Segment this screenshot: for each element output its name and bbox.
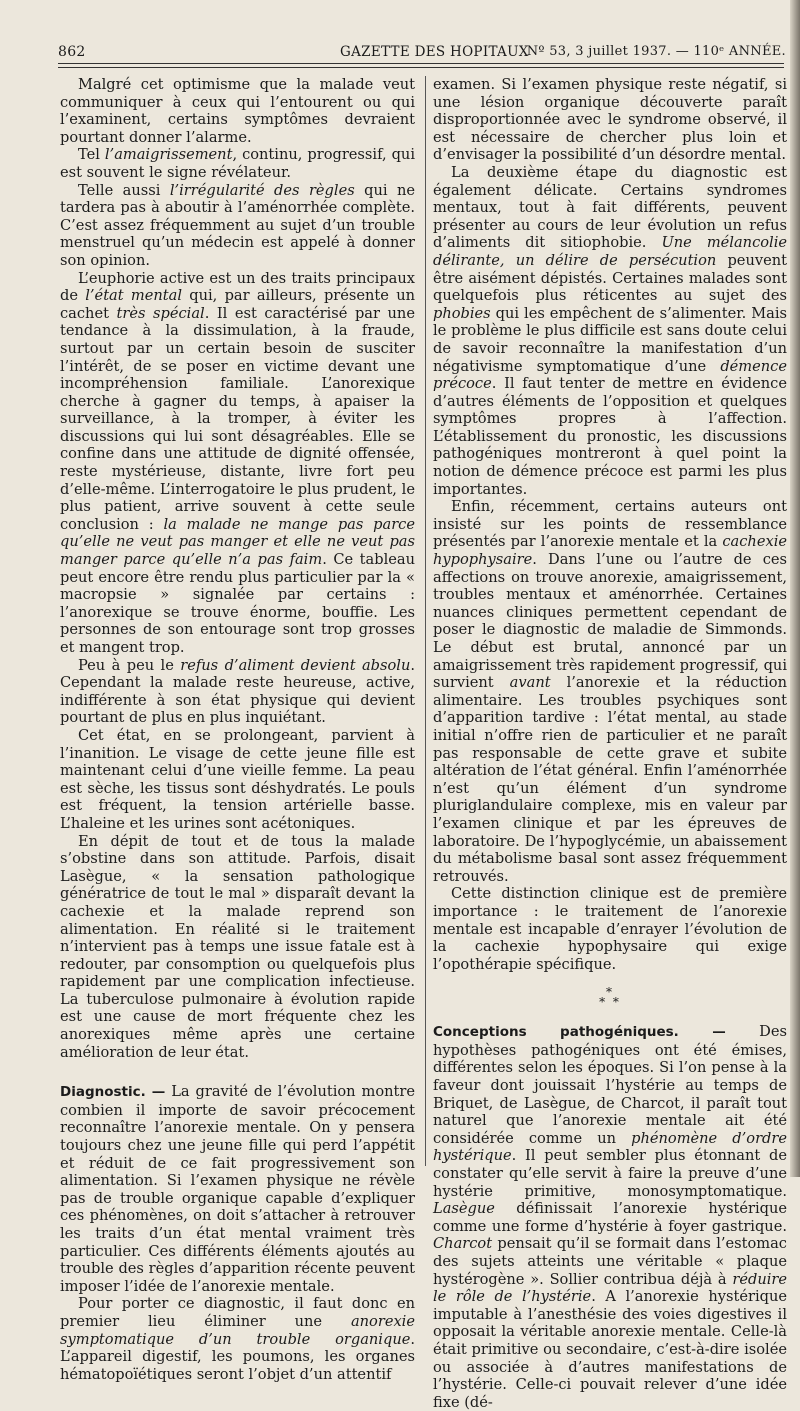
page-edge: [790, 0, 800, 1177]
italic-text: phobies: [433, 304, 491, 322]
section-heading: Conceptions pathogéniques. —: [433, 1024, 760, 1041]
italic-text: l’amaigrissement: [104, 146, 233, 164]
text-run: La deuxième étape du diagnostic est également délicate. Certains syndromes mentaux, tout à fait différents, peuvent présenter au cours de leur évolution un refus d’aliments dit sitiophobie.: [433, 163, 787, 252]
text-run: . Cependant la malade reste heureuse, active, indifférente à son état physique qui devient pourtant de plus en plus inquiétant.: [60, 656, 415, 727]
italic-text: phénomène d’ordre hystérique: [433, 1129, 787, 1165]
text-run: qui, par ailleurs, présente un cachet: [60, 287, 415, 322]
journal-title: GAZETTE DES HOPITAUX: [340, 44, 529, 60]
text-run: Des hypothèses pathogéniques ont été émises, différentes selon les époques. Si l’on pense à la faveur dont jouissait l’hystérie au temps de Briquet, de Lasègue, de Charcot, il paraît tout naturel que l’anorexie mentale ait été considérée comme un: [433, 1023, 787, 1147]
text-run: définissait l’anorexie hystérique comme une forme d’hystérie à foyer gastrique.: [433, 1200, 787, 1235]
text-run: . L’appareil digestif, les poumons, les organes hématopoïétiques seront l’objet d’un attentif: [60, 1330, 415, 1383]
text-run: Peu à peu le: [78, 656, 181, 674]
text-run: . Il est caractérisé par une tendance à la dissimulation, à la fraude, surtout par un certain besoin de susciter l’intérêt, de se poser en victime devant une incompréhension familiale. L’anorexique cherche à gagner du temps, à apaiser la surveillance, à la tromper, à éviter les discussions qui lui sont désagréables. Elle se confine dans une attitude de dignité offensée, reste mystérieuse, distante, livre fort peu d’elle-même. L’interrogatoire le plus prudent, le plus patient, arrive souvent à cette seule conclusion :: [60, 304, 415, 533]
text-run: . Il peut sembler plus étonnant de constater qu’elle servit à faire la preuve d’une hystérie primitive, monosymptomatique.: [433, 1147, 787, 1200]
text-run: , continu, progressif, qui est souvent le signe révélateur.: [60, 146, 415, 181]
text-run: Enfin, récemment, certains auteurs ont insisté sur les points de ressemblance présentés par l’anorexie mentale et la: [433, 498, 787, 551]
text-run: . Dans l’une ou l’autre de ces affections on trouve anorexie, amaigrissement, troubles mentaux et aménorrhée. Certaines nuances cliniques permettent cependant de poser le diagnostic de maladie de Simmonds. Le début est brutal, annoncé par un amaigrissement très rapidement progressif, qui survient: [433, 551, 787, 692]
text-run: . Il faut tenter de mettre en évidence d’autres éléments de l’opposition et quelques symptômes propres à l’affection. L’établissement du pronostic, les discussions pathogéniques montreront à quel point la notion de démence précoce est parmi les plus importantes.: [433, 375, 787, 498]
header-rule-bottom: [58, 67, 784, 68]
italic-text: refus d’aliment devient absolu: [180, 656, 411, 674]
paragraph: [60, 146, 415, 181]
text-run: qui les empêchent de s’alimenter. Mais le problème le plus difficile est sans doute celui de savoir reconnaître la manifestation d’un négativisme symptomatique d’une: [433, 304, 787, 375]
text-run: La gravité de l’évolution montre combien il importe de savoir précocement reconnaître l’anorexie mentale. On y pensera toujours chez une jeune fille qui perd l’appétit et réduit de ce fait progressivement son alimentation. Si l’examen physique ne révèle pas de trouble organique capable d’expliquer ces phénomènes, on doit s’attacher à retrouver les traits d’un état mental vraiment très particulier. Ces différents éléments ajoutés au trouble des règles d’apparition récente peuvent imposer l’idée de l’anorexie mentale.: [60, 1083, 415, 1295]
italic-text: Lasègue: [433, 1200, 495, 1218]
paragraph: [60, 1295, 415, 1383]
paragraph: [433, 76, 787, 164]
section-separator-stars: * * *: [599, 985, 621, 1010]
text-run: L’euphorie active est un des traits principaux de: [60, 269, 415, 305]
right-column: [433, 76, 787, 1411]
paragraph: [433, 1023, 787, 1411]
text-run: Telle aussi: [78, 181, 170, 199]
text-run: l’anorexie et la réduction alimentaire. Les troubles psychiques sont d’apparition tardive : l’état mental, au stade initial n’offre rien de particulier et ne paraît pas responsable de cette grave et subite altération de l’état général. Enfin l’aménorrhée n’est qu’un élément d’un syndrome pluriglandulaire complexe, mis en valeur par l’examen clinique et par les épreuves de laboratoire. De l’hypoglycémie, un abaissement du métabolisme basal sont assez fréquemment retrouvés.: [433, 674, 787, 885]
italic-text: l’irrégularité des règles: [169, 181, 355, 199]
italic-text: très spécial: [116, 304, 205, 322]
paragraph: [60, 76, 415, 146]
italic-text: Une mélancolie délirante, un délire de persécution: [433, 234, 787, 269]
italic-text: démence précoce: [433, 357, 787, 393]
paragraph: [60, 182, 415, 270]
paragraph: [60, 833, 415, 1062]
page-number: 862: [58, 44, 86, 60]
text-run: Pour porter ce diagnostic, il faut donc en premier lieu éliminer une: [60, 1295, 415, 1330]
italic-text: cachexie hypophysaire: [433, 533, 787, 569]
text-run: Cet état, en se prolongeant, parvient à l’inanition. Le visage de cette jeune fille est maintenant celui d’une vieille femme. La peau est sèche, les tissus sont déshydratés. Le pouls est fréquent, la tension artérielle basse. L’haleine et les urines sont acétoniques.: [60, 726, 415, 832]
italic-text: réduire le rôle de l’hystérie: [433, 1270, 787, 1306]
text-run: Tel: [78, 146, 105, 164]
italic-text: Charcot: [433, 1235, 493, 1253]
paragraph: [60, 727, 415, 833]
left-column: [60, 76, 415, 1383]
paragraph: [433, 498, 787, 885]
paragraph: [60, 657, 415, 727]
paragraph: [60, 1083, 415, 1295]
text-run: Cette distinction clinique est de première importance : le traitement de l’anorexie mentale est incapable d’enrayer l’évolution de la cachexie hypophysaire qui exige l’opothérapie spécifique.: [433, 885, 787, 973]
column-divider: [425, 76, 426, 1166]
italic-text: la malade ne mange pas parce qu’elle ne veut pas manger et elle ne veut pas manger parce qu’elle n’a pas faim: [60, 515, 415, 569]
text-run: examen. Si l’examen physique reste négatif, si une lésion organique découverte paraît disproportionnée avec le syndrome observé, il est nécessaire de chercher plus loin et d’envisager la possibilité d’un désordre mental.: [433, 76, 787, 164]
italic-text: l’état mental: [85, 287, 182, 305]
section-heading: Diagnostic. —: [60, 1084, 172, 1101]
paragraph: [433, 885, 787, 973]
paragraph: [60, 270, 415, 657]
paragraph: [433, 164, 787, 498]
issue-info: Nº 53, 3 juillet 1937. — 110ᵉ ANNÉE.: [526, 44, 786, 59]
italic-text: anorexie symptomatique d’un trouble organique: [60, 1312, 415, 1348]
text-run: pensait qu’il se formait dans l’estomac des sujets atteints une véritable « plaque hystérogène ». Sollier contribua déjà à: [433, 1235, 787, 1288]
text-run: . A l’anorexie hystérique imputable à l’anesthésie des voies digestives il opposait la véritable anorexie mentale. Celle-là était primitive ou secondaire, c’est-à-dire isolée ou associée à d’autres manifestations de l’hystérie. Celle-ci pouvait relever d’une idée fixe (dé-: [433, 1288, 787, 1411]
header-rule-top: [58, 63, 784, 64]
text-run: . Ce tableau peut encore être rendu plus particulier par la « macropsie » signalée par certains : l’anorexique se trouve énorme, bouffie. Les personnes de son entourage sont trop grosses et mangent trop.: [60, 551, 415, 656]
text-run: Malgré cet optimisme que la malade veut communiquer à ceux qui l’entourent ou qui l’examinent, certains symptômes devraient pourtant donner l’alarme.: [60, 76, 415, 146]
italic-text: avant: [509, 674, 551, 692]
text-run: En dépit de tout et de tous la malade s’obstine dans son attitude. Parfois, disait Lasègue, « la sensation pathologique génératrice de tout le mal » disparaît devant la cachexie et la malade reprend son alimentation. En réalité si le traitement n’intervient pas à temps une issue fatale est à redouter, par consomption ou quelquefois plus rapidement par une complication infectieuse. La tuberculose pulmonaire à évolution rapide est une cause de mort fréquente chez les anorexiques même après une certaine amélioration de leur état.: [60, 832, 415, 1061]
page-header: [58, 38, 786, 62]
text-run: qui ne tardera pas à aboutir à l’aménorrhée complète. C’est assez fréquemment au sujet d’un trouble menstruel qu’un médecin est appelé à donner son opinion.: [60, 181, 415, 269]
text-run: peuvent être aisément dépistés. Certaines malades sont quelquefois plus réticentes au sujet des: [433, 251, 787, 305]
